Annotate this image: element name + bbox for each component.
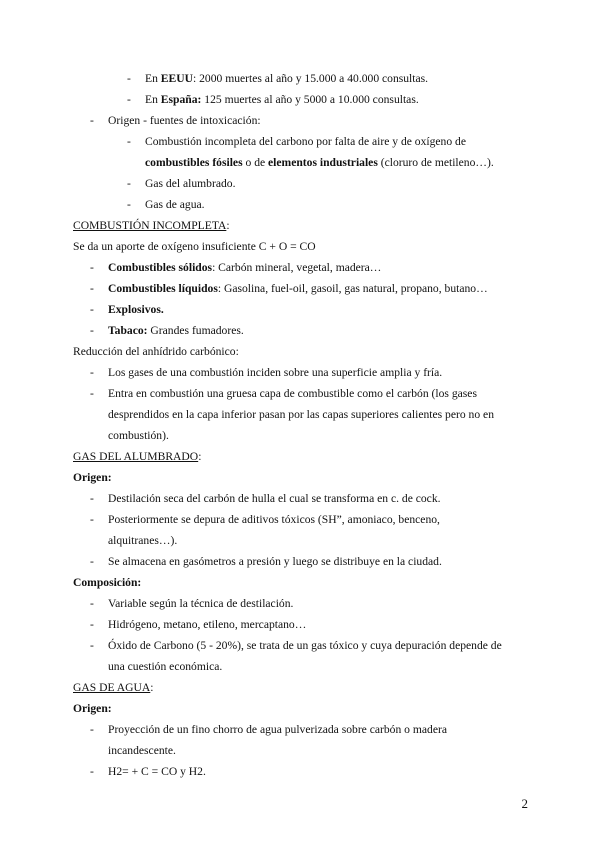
bold-text: elementos industriales (268, 156, 378, 169)
text-line (145, 72, 428, 86)
section-heading: COMBUSTIÓN INCOMPLETA (73, 219, 227, 232)
text-line (145, 135, 466, 149)
text-run: Óxido de Carbono (5 - 20%), se trata de un gas tóxico y cuya depuración depende de (108, 639, 502, 652)
text-line (73, 702, 112, 716)
bullet-dash: - (90, 282, 94, 295)
text-line (145, 93, 419, 107)
bold-text: Combustibles sólidos (108, 261, 213, 274)
text-run: : (198, 450, 202, 463)
bullet-dash: - (90, 366, 94, 379)
text-run: Se da un aporte de oxígeno insuficiente C + O = CO (73, 240, 316, 253)
text-line (108, 534, 177, 548)
page-number: 2 (521, 796, 528, 811)
text-line (108, 618, 306, 632)
section-heading: GAS DEL ALUMBRADO (73, 450, 199, 463)
text-line (73, 471, 112, 485)
text-run: Combustión incompleta del carbono por falta de aire y de oxígeno de (145, 135, 466, 148)
text-line (73, 345, 239, 359)
bold-text: Tabaco: (108, 324, 148, 337)
text-run: H2= + C = CO y H2. (108, 765, 206, 778)
bullet-dash: - (90, 114, 94, 127)
text-line (108, 387, 477, 401)
text-run: : Carbón mineral, vegetal, madera… (212, 261, 382, 274)
text-run: desprendidos en la capa inferior pasan por las capas superiores calientes pero no en (108, 408, 494, 421)
bold-text: Explosivos. (108, 303, 164, 316)
bullet-dash: - (90, 387, 94, 400)
bold-text: Combustibles líquidos (108, 282, 218, 295)
bullet-dash: - (90, 639, 94, 652)
text-run: En (145, 93, 161, 106)
bullet-dash: - (127, 135, 131, 148)
text-line (108, 408, 494, 422)
text-run: : Gasolina, fuel-oil, gasoil, gas natural, propano, butano… (217, 282, 488, 295)
text-line (145, 198, 205, 212)
text-run: combustión). (108, 429, 169, 442)
bold-text: combustibles fósiles (145, 156, 243, 169)
text-run: Destilación seca del carbón de hulla el cual se transforma en c. de cock. (108, 492, 441, 505)
text-run: una cuestión económica. (108, 660, 223, 673)
bold-text: Composición: (73, 576, 142, 589)
text-run: (cloruro de metileno…). (377, 156, 494, 169)
text-line (108, 114, 261, 128)
text-run: Entra en combustión una gruesa capa de combustible como el carbón (los gases (108, 387, 477, 400)
text-run: Se almacena en gasómetros a presión y luego se distribuye en la ciudad. (108, 555, 442, 568)
bullet-dash: - (90, 492, 94, 505)
bullet-dash: - (90, 765, 94, 778)
text-run: Los gases de una combustión inciden sobre una superficie amplia y fría. (108, 366, 443, 379)
text-line (73, 576, 141, 590)
text-run: Gas del alumbrado. (145, 177, 236, 190)
text-line (108, 261, 381, 275)
bullet-dash: - (127, 93, 131, 106)
text-line (73, 240, 316, 254)
text-run: : (226, 219, 230, 232)
text-run: Grandes fumadores. (147, 324, 244, 337)
text-line (108, 744, 176, 758)
text-run: Hidrógeno, metano, etileno, mercaptano… (108, 618, 307, 631)
bold-text: Origen: (73, 471, 112, 484)
text-line (108, 660, 222, 674)
text-line (108, 366, 442, 380)
text-line (73, 219, 230, 233)
text-line (108, 723, 447, 737)
text-line (108, 303, 164, 317)
text-run: Origen - fuentes de intoxicación: (108, 114, 261, 127)
text-line (108, 555, 442, 569)
bullet-dash: - (90, 303, 94, 316)
bullet-dash: - (90, 618, 94, 631)
text-run: : 2000 muertes al año y 15.000 a 40.000 consultas. (193, 72, 429, 85)
bullet-dash: - (90, 261, 94, 274)
bullet-dash: - (127, 72, 131, 85)
text-run: 125 muertes al año y 5000 a 10.000 consultas. (201, 93, 419, 106)
text-line (108, 429, 169, 443)
text-run: Variable según la técnica de destilación. (108, 597, 294, 610)
section-heading: GAS DE AGUA (73, 681, 151, 694)
bold-text: Origen: (73, 702, 112, 715)
bold-text: España: (160, 93, 202, 106)
text-run: Posteriormente se depura de aditivos tóxicos (SH”, amoniaco, benceno, (108, 513, 440, 526)
text-run: Proyección de un fino chorro de agua pulverizada sobre carbón o madera (108, 723, 447, 736)
text-run: o de (242, 156, 269, 169)
bullet-dash: - (90, 723, 94, 736)
bullet-dash: - (127, 177, 131, 190)
text-line (108, 492, 441, 506)
bold-text: EEUU (160, 72, 193, 85)
text-line (108, 597, 293, 611)
bullet-dash: - (127, 198, 131, 211)
text-line (108, 639, 502, 653)
text-line (73, 681, 154, 695)
bullet-dash: - (90, 324, 94, 337)
text-run: alquitranes…). (108, 534, 178, 547)
text-line (73, 450, 201, 464)
bullet-dash: - (90, 555, 94, 568)
text-run: Gas de agua. (145, 198, 205, 211)
text-run: En (145, 72, 161, 85)
text-line (108, 765, 206, 779)
text-run: Reducción del anhídrido carbónico: (73, 345, 239, 358)
bullet-dash: - (90, 513, 94, 526)
text-line (108, 513, 440, 527)
text-line (108, 282, 488, 296)
bullet-dash: - (90, 597, 94, 610)
text-run: incandescente. (108, 744, 176, 757)
text-line (108, 324, 244, 338)
text-line (145, 156, 494, 170)
text-run: : (150, 681, 154, 694)
text-line (145, 177, 235, 191)
